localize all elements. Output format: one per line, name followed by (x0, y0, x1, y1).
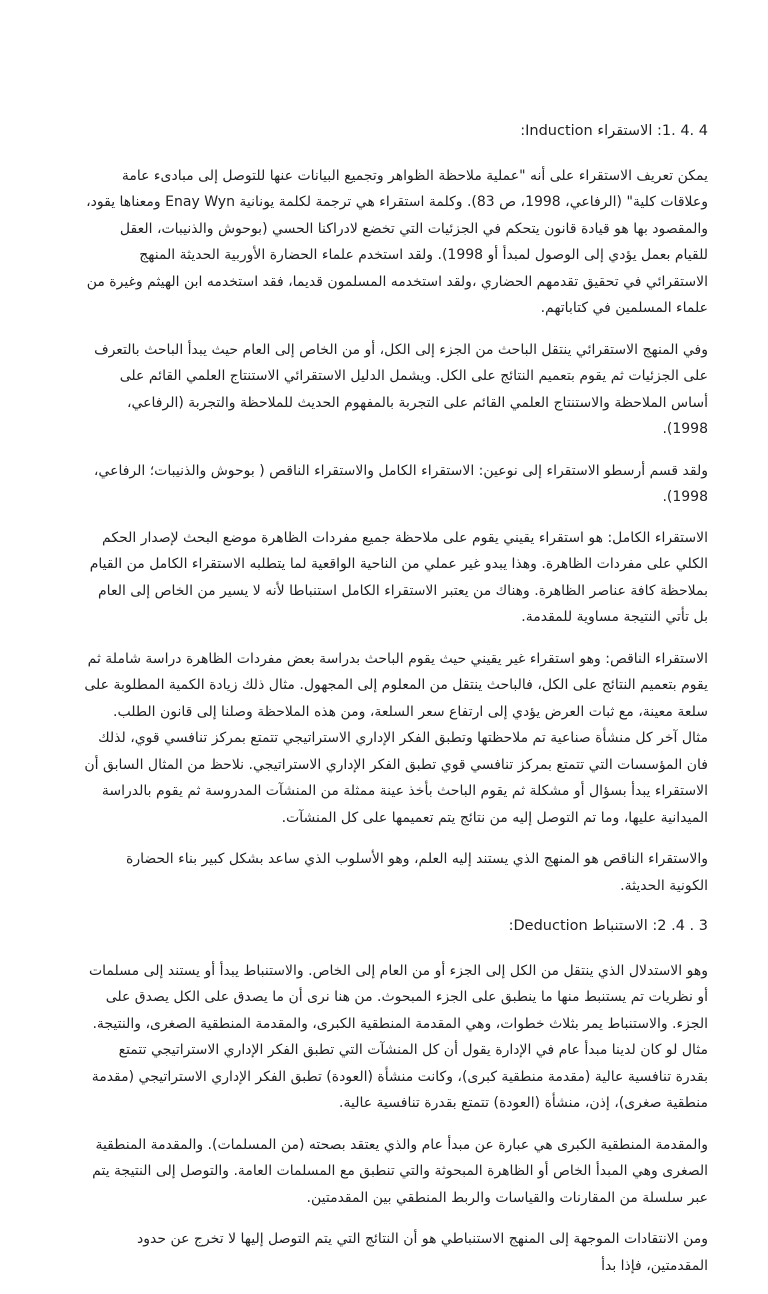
paragraph-inductive-method: وفي المنهج الاستقرائي ينتقل الباحث من الجزء إلى الكل، أو من الخاص إلى العام حيث يبدأ الباحث بالتعرف على الجزئيات ثم يقوم بتعميم النتائج على الكل. ويشمل الدليل الاستقرائي الاستنتاج العلمي القائم على أساس الملاحظة والاستنتاج العلمي القائم على التجربة بالمفهوم الحديث للملاحظة والتجربة (الرفاعي، 1998). (94, 341, 708, 437)
paragraph-deduction-definition: وهو الاستدلال الذي ينتقل من الكل إلى الجزء أو من العام إلى الخاص. والاستنباط يبدأ أو يستند إلى مسلمات أو نظريات تم يستنبط منها ما ينطبق على الجزء المبحوث. من هنا نرى أن ما يصدق على الكل يصدق على الجزء. والاستنباط يمر بثلاث خطوات، وهي المقدمة المنطقية الكبرى، والمقدمة المنطقية الصغرى، والنتيجة. مثال لو كان لدينا مبدأ عام في الإدارة يقول أن كل المنشآت التي تطبق الفكر الإداري الاستراتيجي تتمتع بقدرة تنافسية عالية (مقدمة منطقية كبرى)، وكانت منشأة (العودة) تطبق الفكر الإداري الاستراتيجي (مقدمة منطقية صغرى)، إذن، منشأة (العودة) تتمتع بقدرة تنافسية عالية. (88, 962, 708, 1111)
paragraph-incomplete-induction: الاستقراء الناقص: وهو استقراء غير يقيني حيث يقوم الباحث بدراسة بعض مفردات الظاهرة دراسة شاملة ثم يقوم بتعميم النتائج على الكل، فالباحث ينتقل من المعلوم إلى المجهول. مثال ذلك زيادة الكمية المطلوبة على سلعة معينة، مع ثبات العرض يؤدي إلى ارتفاع سعر السلعة، ومن هذه الملاحظة وصلنا إلى قانون الطلب. مثال آخر كل منشأة صناعية تم ملاحظتها وتطبق الفكر الإداري الاستراتيجي تتمتع بمركز تنافسي قوي، لذلك فان المؤسسات التي تتمتع بمركز تنافسي قوي تطبق الفكر الإداري الاستراتيجي. نلاحظ من المثال السابق أن الاستقراء يبدأ بسؤال أو مشكلة ثم يقوم الباحث بأخذ عينة ممثلة من المنشآت المدروسة ثم يقوم بالدراسة الميدانية عليها، وما تم التوصل إليه من نتائج يتم تعميمها على كل المنشآت. (84, 650, 708, 826)
paragraph-induction-definition: يمكن تعريف الاستقراء على أنه "عملية ملاحظة الظواهر وتجميع البيانات عنها للتوصل إلى مبادىء عامة وعلاقات كلية" (الرفاعي، 1998، ص 83). وكلمة استقراء هي ترجمة لكلمة يونانية Enay Wyn ومعناها يقود، والمقصود بها هو قيادة قانون يتحكم في الجزئيات التي تخضع لادراكنا الحسي (بوحوش والذنيبات، العقل للقيام بعمل يؤدي إلى الوصول لمبدأ أو 1998). ولقد استخدم علماء الحضارة الأوربية الحديثة المنهج الاستقرائي في تحقيق تقدمهم الحضاري ،ولقد استخدمه المسلمون قديما، فقد استخدمه ابن الهيثم وغيرة من علماء المسلمين في كتاباتهم. (86, 167, 708, 316)
heading-induction: 4 .4 .1: الاستقراء Induction: (520, 123, 708, 139)
paragraph-aristotle-types: ولقد قسم أرسطو الاستقراء إلى نوعين: الاستقراء الكامل والاستقراء الناقص ( بوحوش والذنيبات؛ الرفاعي، 1998). (93, 462, 708, 505)
paragraph-complete-induction: الاستقراء الكامل: هو استقراء يقيني يقوم على ملاحظة جميع مفردات الظاهرة موضع البحث لإصدار الحكم الكلي على مفردات الظاهرة. وهذا يبدو غير عملي من الناحية الواقعية لما يتطلبه الاستقراء الكامل من القيام بملاحظة كافة عناصر الظاهرة. وهناك من يعتبر الاستقراء الكامل استنباطا لأنه لا يسير من الخاص إلى العام بل تأتي النتيجة مساوية للمقدمة. (89, 529, 708, 625)
paragraph-major-premise: والمقدمة المنطقية الكبرى هي عبارة عن مبدأ عام والذي يعتقد بصحته (من المسلمات). والمقدمة المنطقية الصغرى وهي المبدأ الخاص أو الظاهرة المبحوثة والتي تنطبق مع المسلمات العامة. والتوصل إلى النتيجة يتم عبر سلسلة من المقارنات والقياسات والربط المنطقي بين المقدمتين. (92, 1136, 708, 1206)
document-page (84, 118, 708, 1294)
heading-deduction: 3 . 4. 2: الاستنباط Deduction: (508, 918, 708, 934)
paragraph-deduction-criticism: ومن الانتقادات الموجهة إلى المنهج الاستنباطي هو أن النتائج التي يتم التوصل إليها لا تخرج عن حدود المقدمتين، فإذا بدأ (137, 1231, 708, 1274)
paragraph-incomplete-induction-science: والاستقراء الناقص هو المنهج الذي يستند إليه العلم، وهو الأسلوب الذي ساعد بشكل كبير بناء الحضارة الكونية الحديثة. (125, 851, 708, 894)
